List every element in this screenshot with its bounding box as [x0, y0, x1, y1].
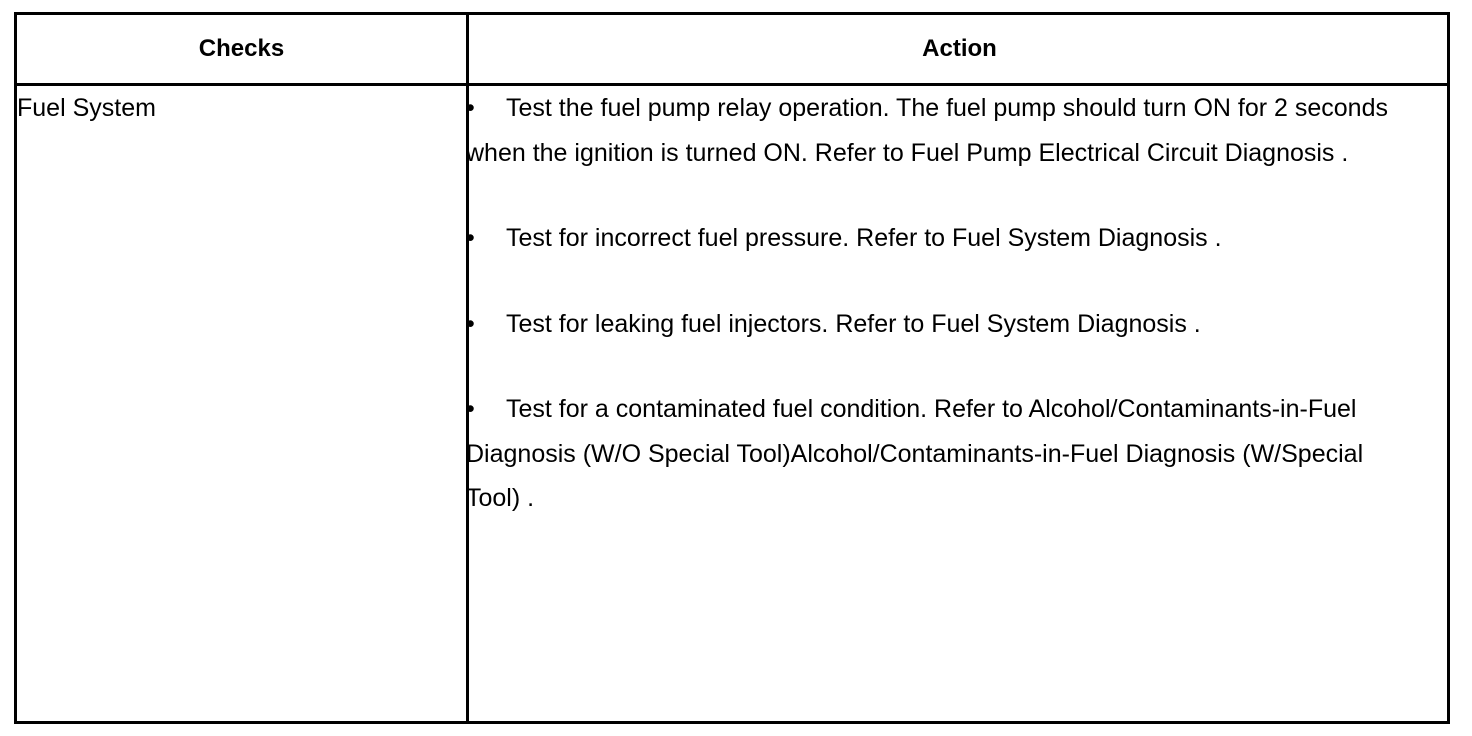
table-header-row — [17, 15, 1447, 86]
action-item — [466, 86, 1416, 175]
action-item — [466, 387, 1416, 521]
header-checks: Checks — [198, 35, 285, 62]
action-item — [466, 216, 1416, 261]
action-cell — [466, 90, 1416, 562]
action-text: Test for incorrect fuel pressure. Refer to Fuel System Diagnosis . — [506, 224, 1222, 252]
action-item — [466, 302, 1416, 347]
header-action: Action — [922, 35, 997, 62]
bullet-icon: • — [466, 94, 475, 122]
bullet-icon: • — [466, 309, 475, 338]
action-text: Test for a contaminated fuel condition. Refer to Alcohol/Contaminants-in-Fuel Diagnosis (W/O Special Tool)Alcohol/Contaminants-in-Fuel Diagnosis (W/Special Tool) . — [466, 395, 1364, 512]
check-cell-fuel-system: Fuel System — [17, 94, 156, 122]
bullet-icon: • — [466, 395, 475, 423]
action-text: Test for leaking fuel injectors. Refer to Fuel System Diagnosis . — [506, 309, 1201, 338]
action-text: Test the fuel pump relay operation. The fuel pump should turn ON for 2 seconds when the ignition is turned ON. Refer to Fuel Pump Electrical Circuit Diagnosis . — [466, 94, 1388, 167]
bullet-icon: • — [466, 224, 475, 252]
